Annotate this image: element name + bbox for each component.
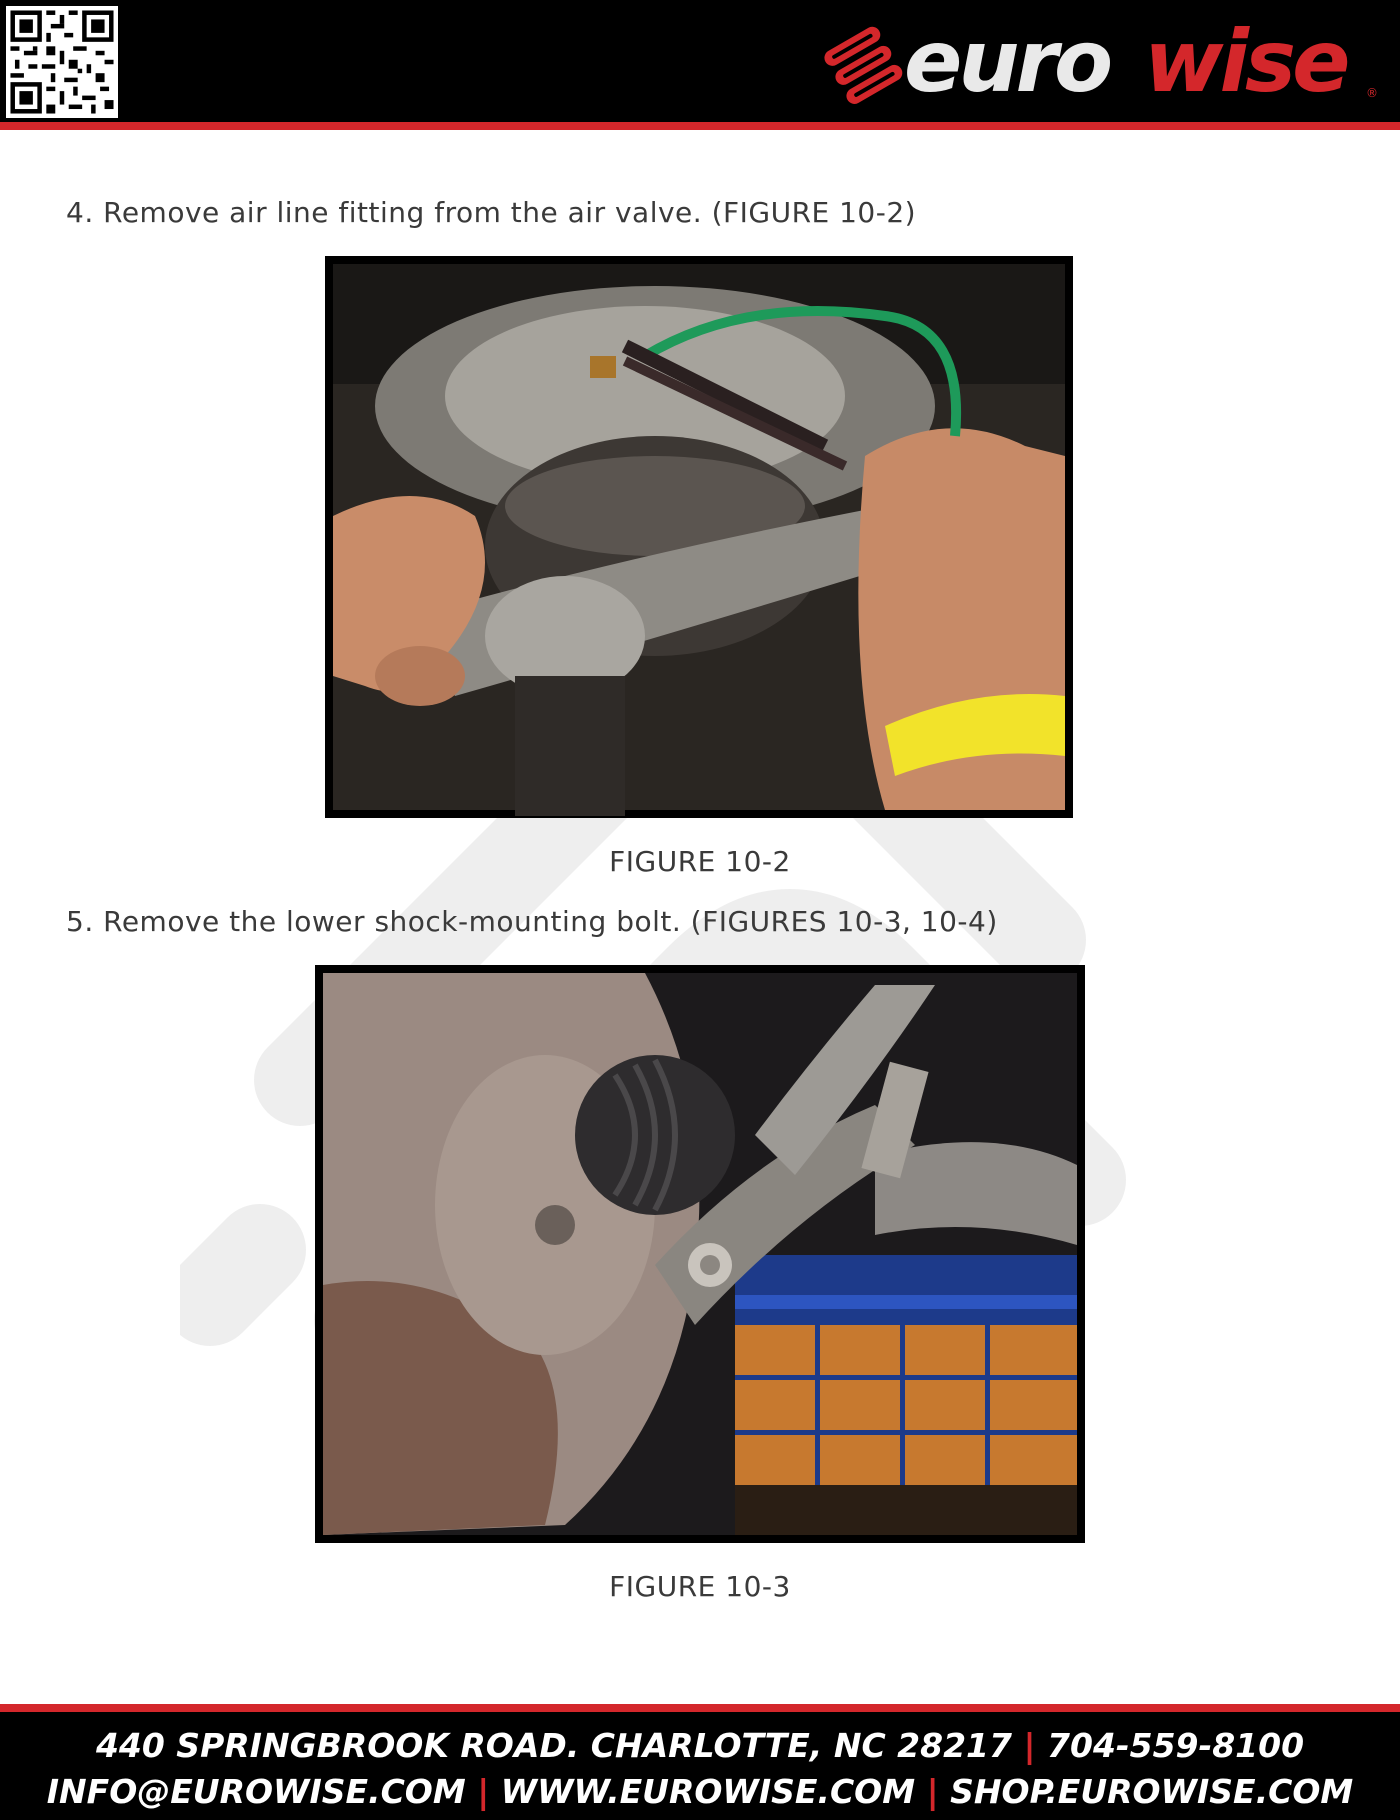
- step-4-instruction: 4. Remove air line fitting from the air valve. (FIGURE 10-2): [66, 196, 917, 229]
- footer-address-line: [0, 1726, 1400, 1765]
- figure-10-3-photo: [315, 965, 1085, 1543]
- page-footer: [0, 1704, 1400, 1820]
- footer-shop: SHOP.EUROWISE.COM: [950, 1772, 1354, 1811]
- logo-text-wise: wise: [1144, 12, 1347, 112]
- footer-website: WWW.EUROWISE.COM: [500, 1772, 916, 1811]
- footer-separator: |: [926, 1772, 939, 1811]
- footer-phone: 704-559-8100: [1047, 1726, 1305, 1765]
- footer-contact-line: [0, 1772, 1400, 1811]
- eurowise-logo: [822, 8, 1382, 118]
- registered-mark: ®: [1366, 86, 1378, 100]
- qr-code: [6, 6, 118, 118]
- page-header: [0, 0, 1400, 130]
- figure-10-2-photo: [325, 256, 1073, 818]
- footer-address: 440 SPRINGBROOK ROAD. CHARLOTTE, NC 28217: [95, 1726, 1012, 1765]
- qr-code-graphic: [6, 6, 118, 118]
- figure-10-2-caption: FIGURE 10-2: [609, 845, 791, 878]
- step-5-instruction: 5. Remove the lower shock-mounting bolt. (FIGURES 10-3, 10-4): [66, 905, 998, 938]
- shock-mount-photo-graphic: [315, 965, 1085, 1543]
- footer-email: INFO@EUROWISE.COM: [46, 1772, 466, 1811]
- logo-text-euro: euro: [904, 12, 1110, 112]
- footer-separator: |: [477, 1772, 490, 1811]
- air-valve-photo-graphic: [325, 256, 1073, 818]
- figure-10-3-caption: FIGURE 10-3: [609, 1570, 791, 1603]
- footer-separator: |: [1023, 1726, 1036, 1765]
